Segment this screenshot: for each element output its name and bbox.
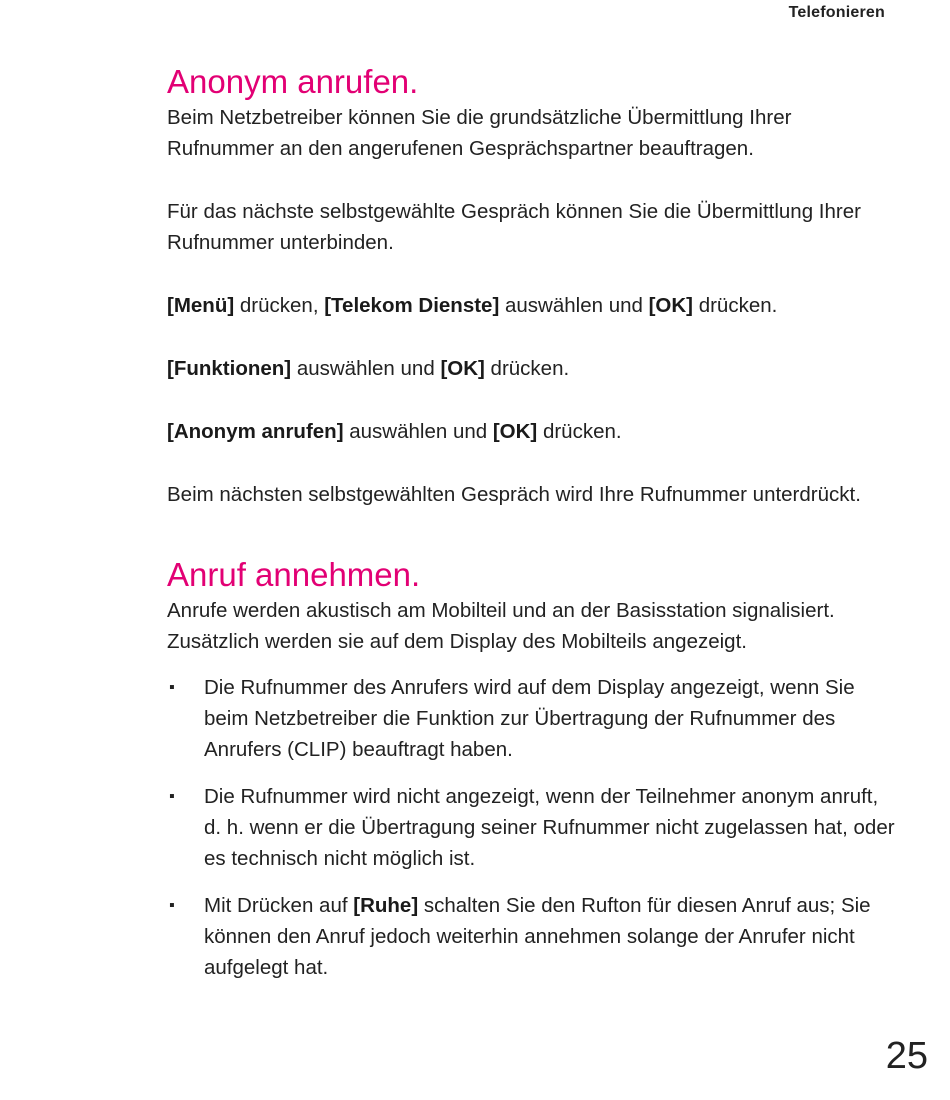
key-funktionen: [Funktionen] — [167, 357, 292, 380]
running-head: Telefonieren — [788, 4, 885, 21]
bullet-icon: ▪ — [169, 897, 175, 914]
key-ok: [OK] — [440, 357, 485, 380]
paragraph-result: Beim nächsten selbstgewählten Gespräch wird Ihre Rufnummer unterdrückt. — [167, 483, 861, 506]
instruction-step-1: [Menü] drücken, [Telekom Dienste] auswählen und [OK] drücken. — [167, 294, 778, 317]
key-menu: [Menü] — [167, 294, 235, 317]
key-ok: [OK] — [648, 294, 693, 317]
section-title-anonym-anrufen: Anonym anrufen. — [167, 63, 419, 100]
list-item: ▪ Die Rufnummer des Anrufers wird auf dem Display angezeigt, wenn Sie beim Netzbetreiber die Funktion zur Übertragung der Rufnummer des Anrufers (CLIP) beauftragt haben. — [167, 672, 897, 765]
key-ok: [OK] — [492, 420, 538, 443]
key-ruhe: [Ruhe] — [353, 894, 419, 917]
key-anonym-anrufen: [Anonym anrufen] — [167, 420, 344, 443]
instruction-step-2: [Funktionen] auswählen und [OK] drücken. — [167, 357, 570, 380]
list-item: ▪ Die Rufnummer wird nicht angezeigt, wenn der Teilnehmer anonym anruft, d. h. wenn er die Übertragung seiner Rufnummer nicht zugelassen hat, oder es technisch nicht möglich ist. — [167, 781, 897, 874]
bullet-icon: ▪ — [169, 788, 175, 805]
paragraph-intro: Beim Netzbetreiber können Sie die grundsätzliche Übermittlung Ihrer Rufnummer an den angerufenen Gesprächspartner beauftragen. — [167, 106, 792, 160]
instruction-step-3: [Anonym anrufen] auswählen und [OK] drücken. — [167, 420, 622, 443]
list-item: ▪ Mit Drücken auf [Ruhe] schalten Sie den Rufton für diesen Anruf aus; Sie können den Anruf jedoch weiterhin annehmen solange der Anrufer nicht aufgelegt hat. — [167, 890, 897, 983]
paragraph-signal: Anrufe werden akustisch am Mobilteil und an der Basisstation signalisiert. Zusätzlich werden sie auf dem Display des Mobilteils angezeigt. — [167, 599, 835, 653]
page-content — [167, 62, 897, 999]
section-title-anruf-annehmen: Anruf annehmen. — [167, 556, 421, 593]
paragraph-next-call: Für das nächste selbstgewählte Gespräch können Sie die Übermittlung Ihrer Rufnummer unterbinden. — [167, 200, 861, 254]
key-telekom-dienste: [Telekom Dienste] — [324, 294, 500, 317]
bullet-list — [167, 672, 897, 983]
page-number: 25 — [885, 1035, 928, 1077]
bullet-icon: ▪ — [169, 679, 175, 696]
